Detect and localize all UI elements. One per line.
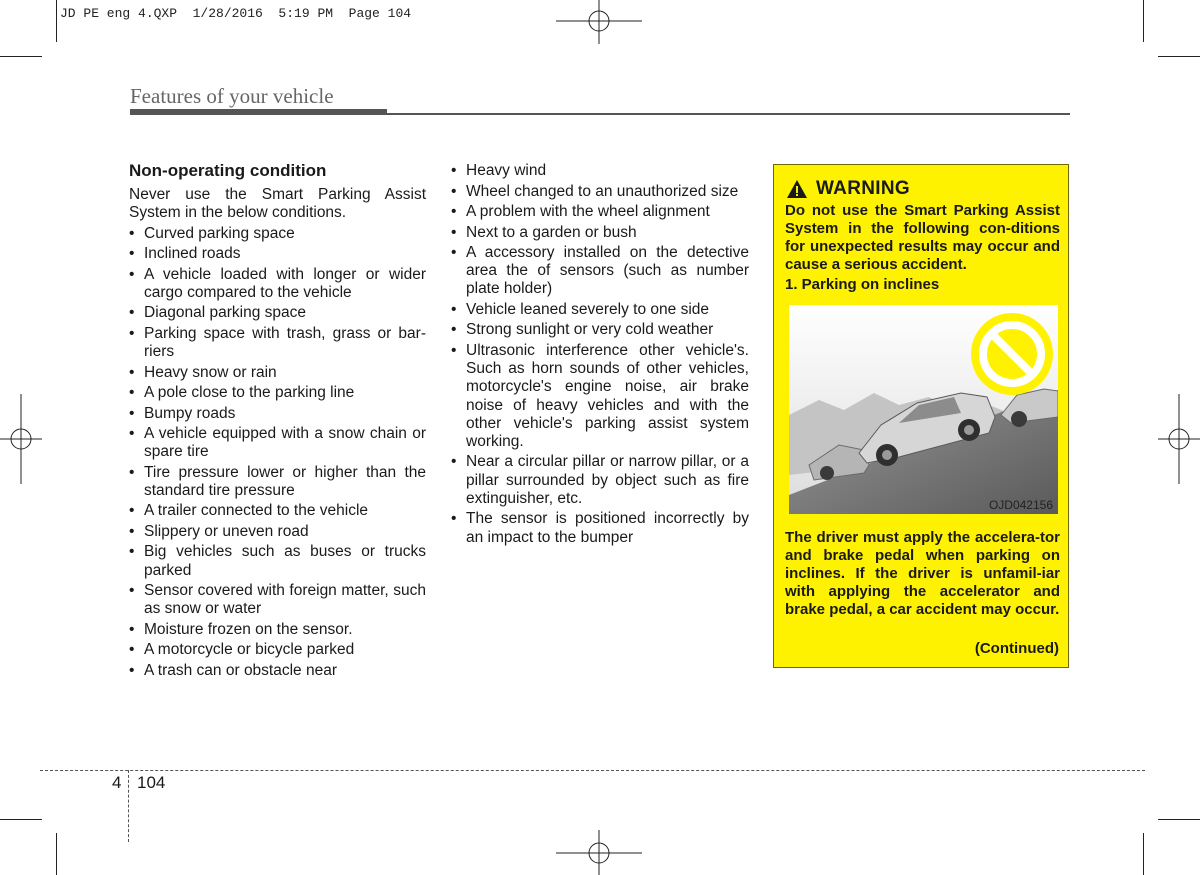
footer-rule: [40, 770, 1145, 771]
list-item: • A vehicle equipped with a snow chain or spare tire: [129, 425, 426, 461]
warning-title: WARNING: [816, 178, 910, 199]
list-item: • A trash can or obstacle near: [129, 662, 426, 680]
list-item: • Curved parking space: [129, 225, 426, 243]
non-operating-list-continued: [451, 162, 749, 547]
registration-mark-bottom: [556, 830, 642, 875]
non-operating-intro: Never use the Smart Parking Assist System in the below conditions.: [129, 186, 426, 222]
list-item: • A motorcycle or bicycle parked: [129, 641, 426, 659]
registration-mark-top: [556, 0, 642, 46]
section-title: Features of your vehicle: [130, 84, 334, 108]
incline-scene: [789, 305, 1058, 514]
non-operating-list: [129, 225, 426, 680]
warning-intro: Do not use the Smart Parking Assist System in the following con-ditions for unexpected results may occur and cause a serious accident.: [785, 202, 1060, 273]
list-item: • Slippery or uneven road: [129, 523, 426, 541]
left-column: [129, 162, 426, 682]
page-number: 104: [137, 773, 166, 792]
list-item: • Diagonal parking space: [129, 304, 426, 322]
list-item: • A trailer connected to the vehicle: [129, 502, 426, 520]
warning-subheading: 1. Parking on inclines: [785, 276, 940, 293]
footer-divider: [128, 770, 129, 842]
registration-mark-left: [0, 394, 42, 484]
list-item: • A accessory installed on the detective area the of sensors (such as number plate holder): [451, 244, 749, 299]
prohibition-icon: [971, 313, 1053, 395]
list-item: • Strong sunlight or very cold weather: [451, 321, 749, 339]
list-item: • Heavy wind: [451, 162, 749, 180]
list-item: • Ultrasonic interference other vehicle's. Such as horn sounds of other vehicles, motorcycle's engine noise, air brake noise of heavy vehicles and with the other vehicle's parking assist system working.: [451, 342, 749, 451]
list-item: • Next to a garden or bush: [451, 224, 749, 242]
title-rule-dark: [130, 109, 387, 115]
list-item: • A vehicle loaded with longer or wider cargo compared to the vehicle: [129, 266, 426, 302]
registration-mark-right: [1158, 394, 1200, 484]
chapter-number: 4: [112, 773, 122, 792]
continued-label: (Continued): [974, 640, 1059, 657]
list-item: • A pole close to the parking line: [129, 384, 426, 402]
print-slug: JD PE eng 4.QXP 1/28/2016 5:19 PM Page 104: [60, 6, 412, 21]
list-item: • Heavy snow or rain: [129, 364, 426, 382]
list-item: • Inclined roads: [129, 245, 426, 263]
list-item: • Moisture frozen on the sensor.: [129, 621, 426, 639]
warning-triangle-icon: [786, 179, 808, 199]
list-item: • Wheel changed to an unauthorized size: [451, 183, 749, 201]
warning-body: The driver must apply the accelera-tor and brake pedal when parking on inclines. If the driver is unfamil-iar with applying the accelerator and brake pedal, a car accident may occur.: [785, 529, 1060, 618]
warning-header: [786, 178, 910, 200]
title-rule: [387, 113, 1070, 115]
list-item: • Vehicle leaned severely to one side: [451, 301, 749, 319]
list-item: • Big vehicles such as buses or trucks parked: [129, 543, 426, 579]
list-item: • Near a circular pillar or narrow pillar, or a pillar surrounded by object such as fire extinguisher, etc.: [451, 453, 749, 508]
list-item: • Bumpy roads: [129, 405, 426, 423]
list-item: • Sensor covered with foreign matter, such as snow or water: [129, 582, 426, 618]
non-operating-heading: Non-operating condition: [129, 161, 327, 180]
list-item: • A problem with the wheel alignment: [451, 203, 749, 221]
incline-parking-illustration: [789, 305, 1058, 514]
list-item: • Parking space with trash, grass or bar-riers: [129, 325, 426, 361]
list-item: • Tire pressure lower or higher than the standard tire pressure: [129, 464, 426, 500]
middle-column: [451, 162, 749, 549]
warning-box: [773, 164, 1069, 668]
image-code: OJD042156: [988, 498, 1053, 512]
list-item: • The sensor is positioned incorrectly by an impact to the bumper: [451, 510, 749, 546]
